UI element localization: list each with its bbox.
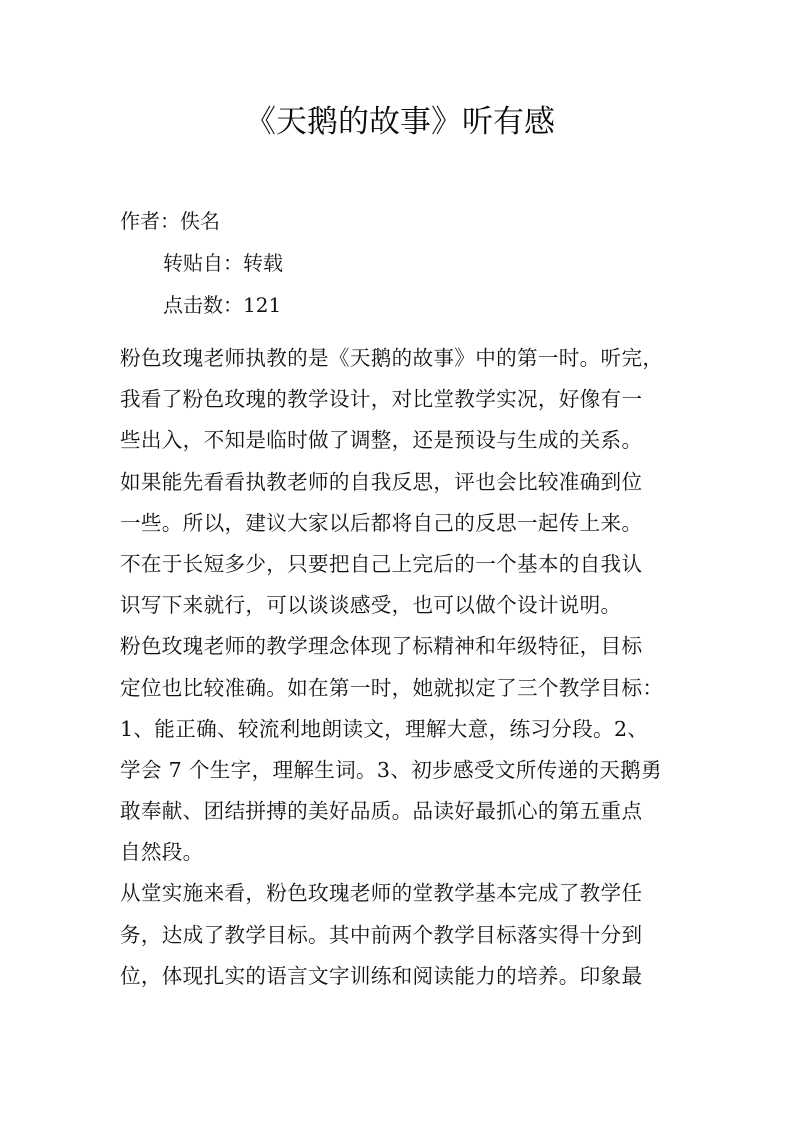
body-line: 粉色玫瑰老师的教学理念体现了标精神和年级特征，目标 xyxy=(120,634,643,659)
body-line: 识写下来就行，可以谈谈感受，也可以做个设计说明。 xyxy=(120,593,622,618)
source-line: 转贴自：转载 xyxy=(163,251,283,275)
body-line: 定位也比较准确。如在第一时，她就拟定了三个教学目标： xyxy=(120,675,664,700)
body-line: 务，达成了教学目标。其中前两个教学目标落实得十分到 xyxy=(120,922,643,947)
body-line: 1、能正确、较流利地朗读文，理解大意，练习分段。2、 xyxy=(120,716,649,741)
body-line: 一些。所以，建议大家以后都将自己的反思一起传上来。 xyxy=(120,510,643,535)
click-count-line: 点击数：121 xyxy=(163,293,282,317)
body-line: 学会 7 个生字，理解生词。3、初步感受文所传递的天鹅勇 xyxy=(120,757,662,782)
body-line: 位，体现扎实的语言文字训练和阅读能力的培养。印象最 xyxy=(120,963,643,988)
article-meta xyxy=(120,200,283,326)
body-line: 不在于长短多少，只要把自己上完后的一个基本的自我认 xyxy=(120,551,643,576)
author-line: 作者：佚名 xyxy=(120,209,220,233)
body-line: 从堂实施来看，粉色玫瑰老师的堂教学基本完成了教学任 xyxy=(120,881,643,906)
body-line: 些出入，不知是临时做了调整，还是预设与生成的关系。 xyxy=(120,428,643,453)
body-line: 我看了粉色玫瑰的教学设计，对比堂教学实况，好像有一 xyxy=(120,387,643,412)
body-line: 敢奉献、团结拼搏的美好品质。品读好最抓心的第五重点 xyxy=(120,799,643,824)
article-body xyxy=(120,338,680,997)
body-line: 自然段。 xyxy=(120,840,204,865)
body-line: 如果能先看看执教老师的自我反思，评也会比较准确到位 xyxy=(120,469,643,494)
body-line: 粉色玫瑰老师执教的是《天鹅的故事》中的第一时。听完， xyxy=(120,346,664,370)
document-title: 《天鹅的故事》听有感 xyxy=(245,104,555,140)
